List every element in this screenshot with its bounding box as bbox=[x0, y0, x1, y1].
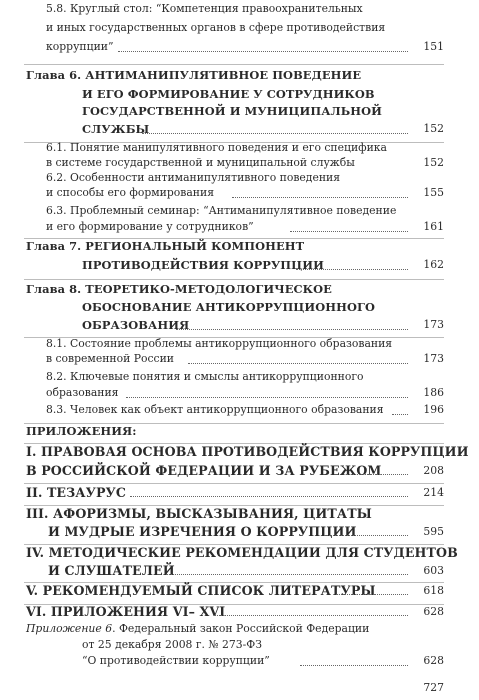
chapter-title: ПРОТИВОДЕЙСТВИЯ КОРРУПЦИИ bbox=[82, 258, 324, 272]
chapter-title: Глава 7. РЕГИОНАЛЬНЫЙ КОМПОНЕНТ bbox=[26, 239, 305, 253]
toc-line: от 25 декабря 2008 г. № 273-ФЗ bbox=[82, 638, 262, 651]
toc-line: в системе государственной и муниципальной службы bbox=[46, 156, 355, 169]
toc-line: коррупции” bbox=[46, 40, 114, 53]
page-number: 155 bbox=[423, 186, 444, 199]
page-number: 603 bbox=[423, 564, 444, 577]
dot-leader bbox=[392, 414, 408, 415]
chapter-title: ОБОСНОВАНИЕ АНТИКОРРУПЦИОННОГО bbox=[82, 300, 376, 314]
dot-leader bbox=[142, 133, 408, 134]
toc-line: 6.3. Проблемный семинар: “Антиманипулятивное поведение bbox=[46, 204, 397, 217]
dot-leader bbox=[176, 329, 408, 330]
dot-leader bbox=[336, 594, 408, 595]
toc-line: “О противодействии коррупции” bbox=[82, 654, 270, 667]
dot-leader bbox=[290, 231, 408, 232]
toc-line: 6.1. Понятие манипулятивного поведения и его специфика bbox=[46, 141, 387, 154]
page-number: 628 bbox=[423, 605, 444, 618]
toc-line: и иных государственных органов в сфере противодействия bbox=[46, 21, 386, 34]
chapter-title: ОБРАЗОВАНИЯ bbox=[82, 318, 190, 332]
dot-leader bbox=[126, 397, 408, 398]
appendix-title: И МУДРЫЕ ИЗРЕЧЕНИЯ О КОРРУПЦИИ bbox=[48, 524, 357, 539]
divider bbox=[24, 64, 444, 65]
appendix-title: III. АФОРИЗМЫ, ВЫСКАЗЫВАНИЯ, ЦИТАТЫ bbox=[26, 506, 372, 521]
appendix-title: I. ПРАВОВАЯ ОСНОВА ПРОТИВОДЕЙСТВИЯ КОРРУПЦИИ bbox=[26, 444, 469, 459]
toc-line: 8.1. Состояние проблемы антикоррупционного образования bbox=[46, 337, 393, 350]
divider bbox=[24, 483, 444, 484]
page-number: 208 bbox=[423, 464, 444, 477]
toc-line: в современной России bbox=[46, 352, 174, 365]
page-number: 196 bbox=[423, 403, 444, 416]
toc-line: 5.8. Круглый стол: “Компетенция правоохранительных bbox=[46, 2, 363, 15]
appendix-title: VI. ПРИЛОЖЕНИЯ VI– XVI bbox=[26, 604, 226, 619]
toc-line: образования bbox=[46, 386, 119, 399]
appendix-6-label: Приложение 6 bbox=[26, 622, 113, 635]
toc-line: 6.2. Особенности антиманипулятивного поведения bbox=[46, 171, 341, 184]
toc-line: 8.2. Ключевые понятия и смыслы антикоррупционного bbox=[46, 370, 364, 383]
toc-line: 8.3. Человек как объект антикоррупционного образования bbox=[46, 403, 384, 416]
page-number: 162 bbox=[423, 258, 444, 271]
toc-line: и способы его формирования bbox=[46, 186, 215, 199]
dot-leader bbox=[296, 269, 408, 270]
page-number: 161 bbox=[423, 220, 444, 233]
dot-leader bbox=[232, 197, 408, 198]
page-number: 595 bbox=[423, 525, 444, 538]
appendix-title: И СЛУШАТЕЛЕЙ bbox=[48, 563, 175, 578]
page-number: 186 bbox=[423, 386, 444, 399]
appendix-title: IV. МЕТОДИЧЕСКИЕ РЕКОМЕНДАЦИИ ДЛЯ СТУДЕНТОВ bbox=[26, 545, 458, 560]
appendix-title: V. РЕКОМЕНДУЕМЫЙ СПИСОК ЛИТЕРАТУРЫ bbox=[26, 583, 376, 598]
appendix-6-text: . Федеральный закон Российской Федерации bbox=[112, 622, 370, 635]
page-number: 173 bbox=[423, 352, 444, 365]
chapter-title: И ЕГО ФОРМИРОВАНИЕ У СОТРУДНИКОВ bbox=[82, 87, 375, 101]
toc-line: и его формирование у сотрудников” bbox=[46, 220, 254, 233]
dot-leader bbox=[166, 574, 408, 575]
dot-leader bbox=[188, 363, 408, 364]
dot-leader bbox=[214, 615, 408, 616]
page-number: 152 bbox=[423, 122, 444, 135]
divider bbox=[24, 279, 444, 280]
dot-leader bbox=[130, 496, 408, 497]
page-number: 214 bbox=[423, 486, 444, 499]
appendix-title: В РОССИЙСКОЙ ФЕДЕРАЦИИ И ЗА РУБЕЖОМ bbox=[26, 463, 382, 478]
dot-leader bbox=[324, 535, 408, 536]
dot-leader bbox=[118, 51, 408, 52]
dot-leader bbox=[346, 474, 408, 475]
chapter-title: СЛУЖБЫ bbox=[82, 122, 150, 136]
page-number: 151 bbox=[423, 40, 444, 53]
appendices-heading: ПРИЛОЖЕНИЯ: bbox=[26, 424, 137, 438]
page-number: 628 bbox=[423, 654, 444, 667]
chapter-title: Глава 6. АНТИМАНИПУЛЯТИВНОЕ ПОВЕДЕНИЕ bbox=[26, 68, 362, 82]
appendix-title: II. ТЕЗАУРУС bbox=[26, 485, 126, 500]
folio-page-number: 727 bbox=[423, 681, 444, 694]
page-number: 152 bbox=[423, 156, 444, 169]
appendix-6-line bbox=[26, 624, 369, 635]
dot-leader bbox=[300, 665, 408, 666]
chapter-title: ГОСУДАРСТВЕННОЙ И МУНИЦИПАЛЬНОЙ bbox=[82, 104, 383, 118]
chapter-title: Глава 8. ТЕОРЕТИКО-МЕТОДОЛОГИЧЕСКОЕ bbox=[26, 282, 332, 296]
page-number: 173 bbox=[423, 318, 444, 331]
page-number: 618 bbox=[423, 584, 444, 597]
